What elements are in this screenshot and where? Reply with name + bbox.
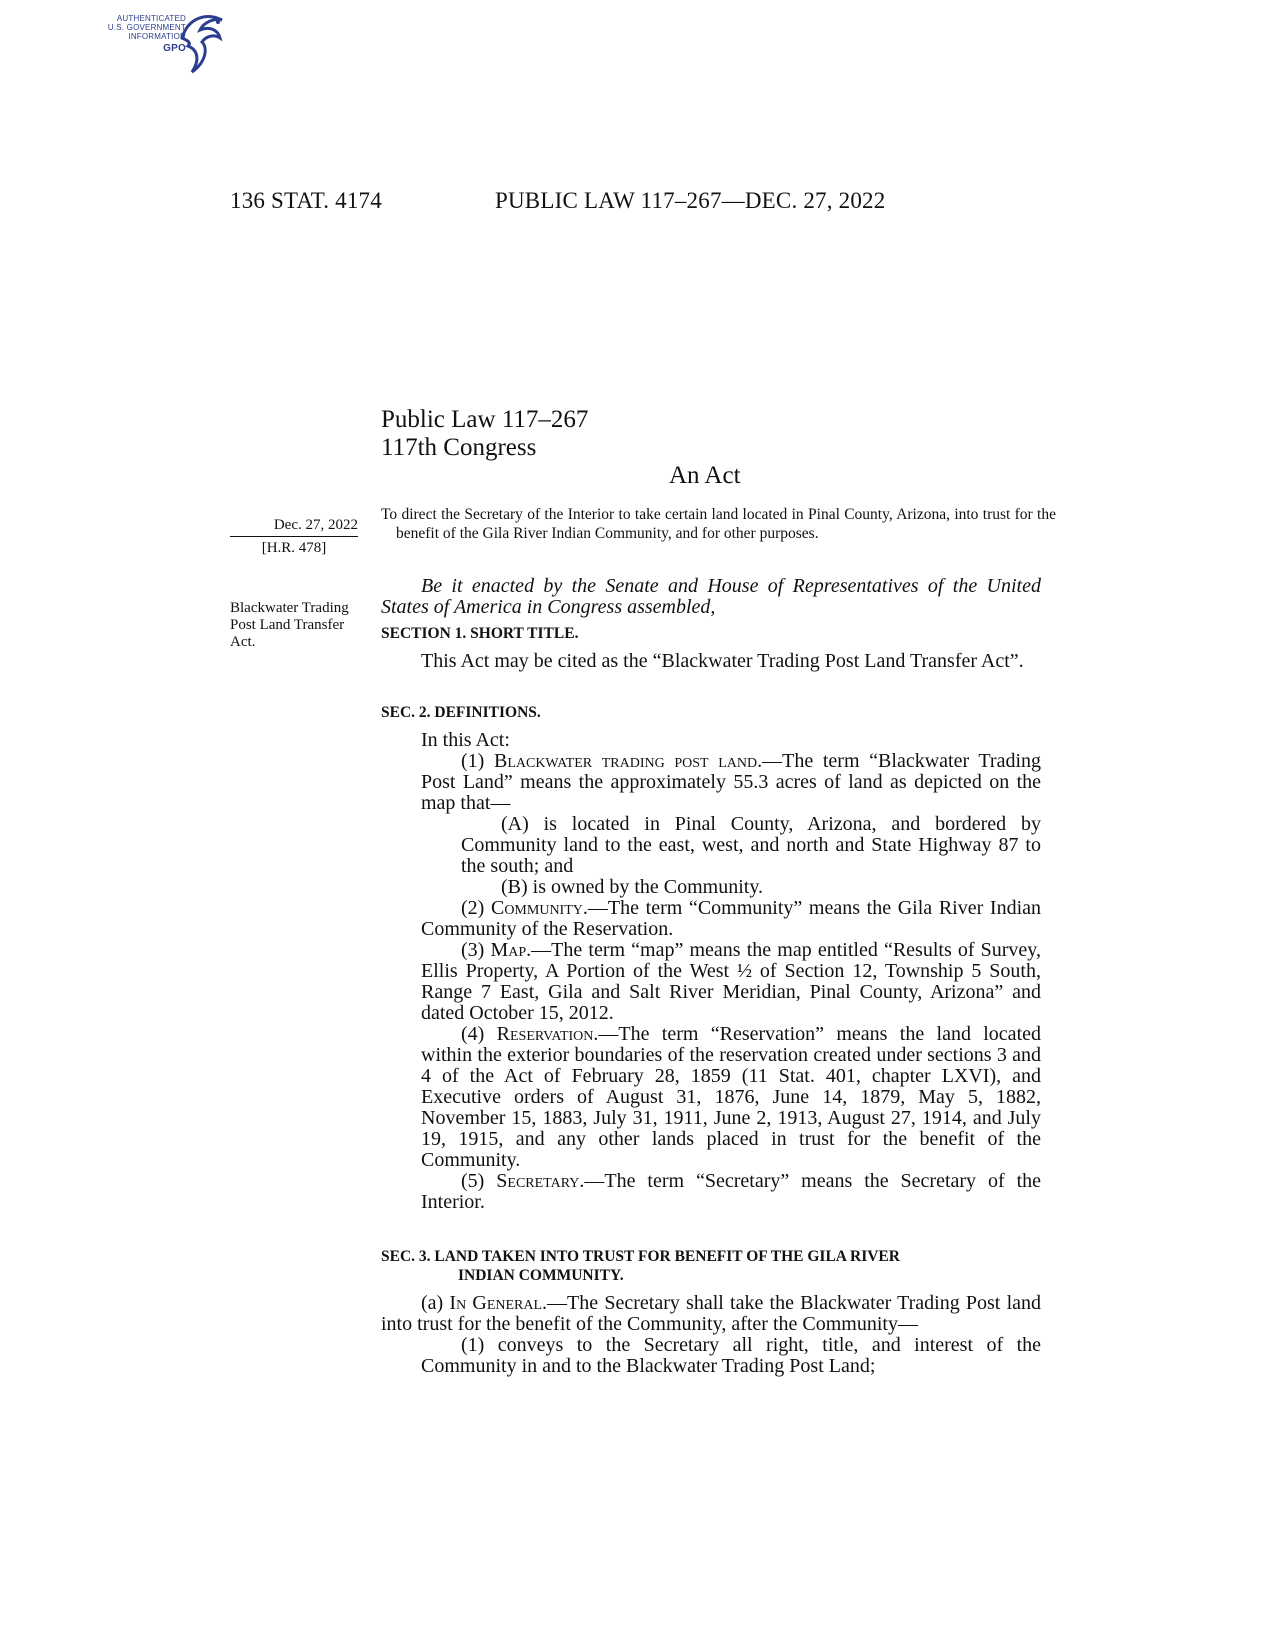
logo-line-1: AUTHENTICATED [116,14,186,23]
section-3-heading-line-2: INDIAN COMMUNITY. [458,1267,624,1284]
definition-5-number: (5) [461,1170,485,1192]
enacting-clause [381,576,1041,618]
law-title-block [381,406,588,462]
act-purpose: To direct the Secretary of the Interior to take certain land located in Pinal County, Arizona, into trust for the benefit of the Gila River Indian Community, and for other purposes. [381,506,1056,542]
subsection-a [381,1293,1041,1335]
logo-line-2: U.S. GOVERNMENT [107,23,186,32]
definition-3 [381,940,1041,1024]
logo-mark: GPO [163,43,186,54]
gpo-logo [94,8,234,78]
subsection-a-text: .—The Secretary shall take the Blackwater Trading Post land into trust for the benefit of the Community, after the Community— [381,1292,1041,1335]
margin-date: Dec. 27, 2022 [273,517,358,533]
gpo-logo-text [94,14,186,53]
definition-2-term: Community [490,897,583,919]
subsection-a-paragraph-1: (1) conveys to the Secretary all right, title, and interest of the Community in and to the Blackwater Trading Post Land; [421,1334,1041,1377]
definition-1 [381,751,1041,814]
definition-3-text: .—The term “map” means the map entitled “Results of Survey, Ellis Property, A Portion of the West ½ of Section 12, Township 5 South, Range 7 East, Gila and Salt River Meridian, Pinal County, Arizona” and dated October 15, 2012. [421,939,1042,1024]
margin-bill-number: [H.R. 478] [261,540,327,556]
definition-3-number: (3) [461,939,485,961]
definition-1-term: Blackwater trading post land [493,750,758,772]
definition-4 [381,1024,1041,1171]
definition-1-number: (1) [461,750,485,772]
section-3-body [381,1293,1041,1377]
definition-4-term: Reservation [496,1023,594,1045]
section-2-heading: SEC. 2. DEFINITIONS. [381,704,541,721]
definition-1-a: (A) is located in Pinal County, Arizona, and bordered by Community land to the east, west, and north and State Highway 87 to the south; and [461,813,1041,877]
section-1-body [381,651,1041,672]
section-3-heading [381,1247,1041,1285]
public-law-number: Public Law 117–267 [381,406,589,433]
definition-4-text: .—The term “Reservation” means the land located within the exterior boundaries of the reservation created under sections 3 and 4 of the Act of February 28, 1859 (11 Stat. 401, chapter LXVI), and Executive orders of August 31, 1876, June 14, 1879, May 5, 1882, November 15, 1883, July 31, 1911, June 2, 1913, August 27, 1914, and July 19, 1915, and any other lands placed in trust for the benefit of the Community. [421,1023,1041,1171]
stat-page-reference: 136 STAT. 4174 [230,188,382,213]
margin-divider [230,536,358,537]
definition-4-number: (4) [461,1023,485,1045]
definition-2-number: (2) [461,897,485,919]
definition-5 [381,1171,1041,1213]
definition-1-b: (B) is owned by the Community. [501,876,764,898]
act-heading: An Act [669,462,741,489]
subsection-a-term: In General [449,1292,543,1314]
definition-5-text: .—The term “Secretary” means the Secretary of the Interior. [421,1170,1042,1213]
section-2-body [381,730,1041,1213]
section-3-heading-line-1: SEC. 3. LAND TAKEN INTO TRUST FOR BENEFIT OF THE GILA RIVER [381,1248,900,1265]
margin-short-title-note: Blackwater Trading Post Land Transfer Act. [230,600,349,650]
definition-1-text: .—The term “Blackwater Trading Post Land” means the approximately 55.3 acres of land as depicted on the map that— [421,750,1042,814]
definition-5-term: Secretary [496,1170,580,1192]
congress-number: 117th Congress [381,434,537,461]
section-1-heading: SECTION 1. SHORT TITLE. [381,625,579,642]
logo-line-3: INFORMATION [128,32,186,41]
definitions-intro: In this Act: [421,729,510,751]
definition-2 [381,898,1041,940]
short-title-text: This Act may be cited as the “Blackwater Trading Post Land Transfer Act”. [421,650,1024,672]
definition-3-term: Map [490,939,527,961]
running-head-title: PUBLIC LAW 117–267—DEC. 27, 2022 [495,188,886,213]
enacting-clause-text: Be it enacted by the Senate and House of Representatives of the United States of America in Congress assembled, [381,575,1041,618]
definition-2-text: .—The term “Community” means the Gila River Indian Community of the Reservation. [421,897,1041,940]
eagle-icon [174,8,229,76]
subsection-a-number: (a) [421,1292,444,1314]
